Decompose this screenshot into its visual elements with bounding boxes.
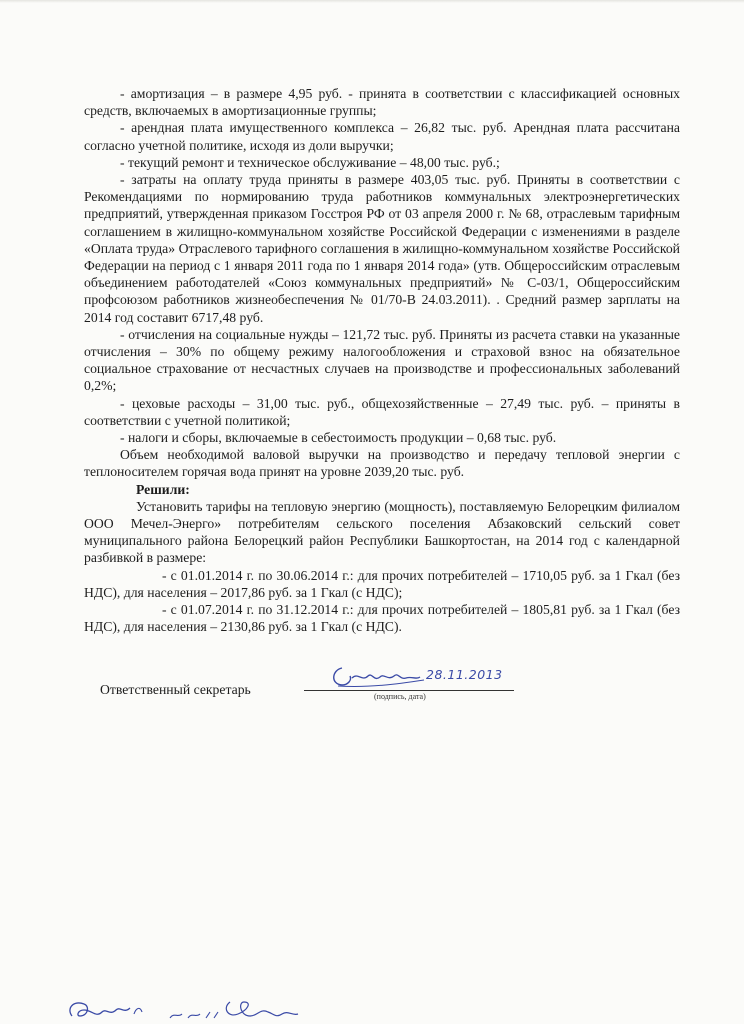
paragraph-rent: - арендная плата имущественного комплекса – 26,82 тыс. руб. Арендная плата рассчитана согласно учетной политике, исходя из доли выручки; [84, 120, 680, 153]
page-top-edge [0, 0, 744, 3]
paragraph-amortization: - амортизация – в размере 4,95 руб. - принята в соответствии с классификацией основных средств, включаемых в амортизационные группы; [84, 86, 680, 119]
signature-caption: (подпись, дата) [374, 692, 426, 701]
decision-heading: Решили: [136, 481, 190, 497]
paragraph-social-contributions: - отчисления на социальные нужды – 121,72 тыс. руб. Приняты из расчета ставки на указанные отчисления – 30% по общему режиму налогообложения и страховой взнос на обязательное социальное страхование от несчастных случаев на производстве и профессиональных заболеваний 0,2%; [84, 326, 680, 394]
paragraph-revenue: Объем необходимой валовой выручки на производство и передачу тепловой энергии с теплоносителем горячая вода принят на уровне 2039,20 тыс. руб. [84, 447, 680, 480]
signature-date: 28.11.2013 [426, 667, 503, 682]
document-body [84, 85, 680, 636]
signature-line [304, 690, 514, 691]
tariff-period-2: - с 01.07.2014 г. по 31.12.2014 г.: для прочих потребителей – 1805,81 руб. за 1 Гкал (без НДС), для населения – 2130,86 руб. за 1 Гкал (с НДС). [84, 602, 680, 635]
paragraph-labor-costs: - затраты на оплату труда приняты в размере 403,05 тыс. руб. Приняты в соответствии с Рекомендациями по нормированию труда работников коммунальных электроэнергетических предприятий, утвержденная приказом Госстроя РФ от 03 апреля 2000 г. № 68, отраслевым тарифным соглашением в жилищно-коммунальном хозяйстве Российской Федерации с изменениями в разделе «Оплата труда» Отраслевого тарифного соглашения в жилищно-коммунальном хозяйстве Российской Федерации на период с 1 января 2011 года по 1 января 2014 года» (утв. Общероссийским отраслевым объединением работодателей «Союз коммунальных предприятий» № С-03/1, Общероссийским профсоюзом работников жизнеобеспечения № 01/70-В 24.03.2011). . Средний размер зарплаты на 2014 год составит 6717,48 руб. [84, 172, 680, 325]
paragraph-taxes: - налоги и сборы, включаемые в себестоимость продукции – 0,68 тыс. руб. [120, 430, 557, 446]
paragraph-decision: Установить тарифы на тепловую энергию (мощность), поставляемую Белорецким филиалом ООО Мечел-Энерго» потребителям сельского поселения Абзаковский сельский совет муниципального района Белорецкий район Республики Башкортостан, на 2014 год с календарной разбивкой в размере: [84, 498, 680, 566]
tariff-period-1: - с 01.01.2014 г. по 30.06.2014 г.: для прочих потребителей – 1710,05 руб. за 1 Гкал (без НДС), для населения – 2017,86 руб. за 1 Гкал (с НДС); [84, 567, 680, 600]
signatory-title: Ответственный секретарь [100, 682, 251, 697]
paragraph-repair: - текущий ремонт и техническое обслуживание – 48,00 тыс. руб.; [120, 154, 500, 170]
paragraph-shop-expenses: - цеховые расходы – 31,00 тыс. руб., общехозяйственные – 27,49 тыс. руб. – приняты в соответствии с учетной политикой; [84, 395, 680, 428]
signature-block [100, 667, 520, 714]
bottom-initials-mark [62, 994, 362, 1024]
